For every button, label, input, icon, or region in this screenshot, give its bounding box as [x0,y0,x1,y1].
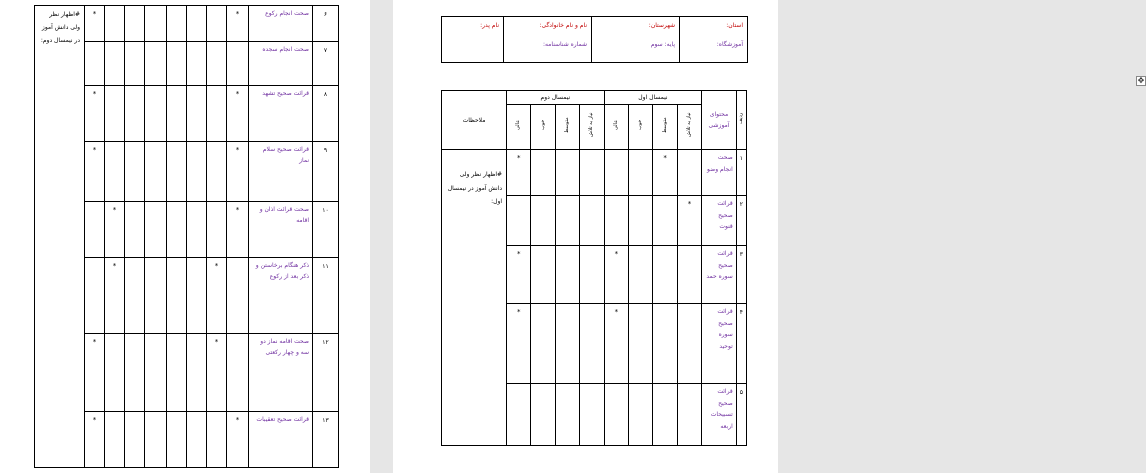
school-label: آموزشگاه: [716,41,743,49]
grade-cell[interactable] [125,202,145,258]
grade-cell[interactable] [227,142,249,202]
grade-cell[interactable] [227,86,249,142]
grade-cell[interactable] [555,304,579,384]
mark-asterisk: * [663,154,667,163]
term1-header: نیمسال اول [604,91,702,105]
mark-asterisk: * [235,416,240,424]
province-label: استان: [726,22,743,29]
grade-cell[interactable] [167,202,187,258]
level-header-term1: خوب [629,105,653,150]
row-number: ۱۱ [313,258,339,334]
grade-cell[interactable] [145,6,167,42]
mark-asterisk: * [92,10,97,18]
grade-cell[interactable] [604,246,628,304]
grade-cell[interactable] [145,86,167,142]
grade-cell[interactable] [227,334,249,412]
mark-asterisk: * [235,146,240,154]
topic-cell: قرائت صحیح سوره توحید [702,304,737,384]
grade-cell[interactable] [85,42,105,86]
row-number: ۹ [313,142,339,202]
mark-asterisk: * [614,308,619,317]
grade-cell[interactable] [85,412,105,468]
grade-cell[interactable] [145,334,167,412]
table-row [35,6,339,42]
mark-asterisk: * [235,206,240,214]
grade-cell[interactable] [531,150,555,196]
grade-cell[interactable] [531,246,555,304]
grade-cell[interactable] [105,42,125,86]
topic-cell: قرائت صحیح سوره حمد [702,246,737,304]
grade-cell[interactable] [105,142,125,202]
grade-cell[interactable] [227,258,249,334]
mark-asterisk: * [112,262,117,270]
grade-cell[interactable] [145,412,167,468]
grade-cell[interactable] [187,334,207,412]
grade-cell[interactable] [227,202,249,258]
parent-comment-term2: #اظهار نظر ولی دانش آموز در نیمسال دوم: [35,6,85,468]
row-number: ۵ [736,384,746,446]
level-header-term2: خوب [531,105,555,150]
grade-cell[interactable] [85,6,105,42]
grade-cell[interactable] [125,142,145,202]
grade-cell[interactable] [105,202,125,258]
grade-cell[interactable] [125,86,145,142]
grade-cell[interactable] [227,42,249,86]
grade-cell[interactable] [125,6,145,42]
topic-cell: صحت قرائت اذان و اقامه [249,202,313,258]
document-page-1 [393,0,1145,473]
id-number-label: شماره شناسنامه: [542,41,587,49]
mark-asterisk: * [235,10,240,18]
grade-cell[interactable] [125,334,145,412]
mark-asterisk: * [614,250,619,259]
grade-cell[interactable] [507,246,531,304]
grade-cell[interactable] [125,42,145,86]
grade-cell[interactable] [207,412,227,468]
grade-cell[interactable] [167,86,187,142]
level-header-term1: عالی [604,105,628,150]
topic-cell: قرائت صحیح تشهد [249,86,313,142]
grade-cell[interactable] [187,6,207,42]
mark-asterisk: * [214,338,219,346]
grade-cell[interactable] [105,6,125,42]
level-header-term2: متوسط [555,105,579,150]
grade-cell[interactable] [677,246,701,304]
page-gutter [370,0,393,473]
grade-cell[interactable] [167,334,187,412]
table-move-handle-icon[interactable]: ✥ [1137,76,1145,85]
row-number-header: ردیف [736,91,746,150]
topic-cell: قرائت صحیح تعقیبات [249,412,313,468]
grade-cell[interactable] [105,86,125,142]
grade-label: پایه: سوم [650,41,675,49]
topic-cell: صحت انجام رکوع [249,6,313,42]
grade-cell[interactable] [187,86,207,142]
grade-cell[interactable] [677,384,701,446]
grade-cell[interactable] [555,384,579,446]
grade-cell[interactable] [507,150,531,196]
topic-cell: قرائت صحیح سلام نماز [249,142,313,202]
grade-cell[interactable] [677,196,701,246]
grade-cell[interactable] [580,246,604,304]
mark-asterisk: * [517,250,521,259]
grade-cell[interactable] [629,304,653,384]
topic-cell: ذکر هنگام برخاستن و ذکر بعد از رکوع [249,258,313,334]
row-number: ۷ [313,42,339,86]
grade-cell[interactable] [555,246,579,304]
level-header-term2: عالی [507,105,531,150]
grade-cell[interactable] [629,196,653,246]
grade-cell[interactable] [653,150,677,196]
city-cell [592,17,680,63]
row-number: ۴ [736,304,746,384]
grade-cell[interactable] [604,304,628,384]
student-name-label: نام و نام خانوادگی: [539,22,587,29]
grade-cell[interactable] [85,86,105,142]
grade-cell[interactable] [85,334,105,412]
grade-cell[interactable] [507,196,531,246]
grade-cell[interactable] [653,384,677,446]
father-name-cell [442,17,504,63]
grade-cell[interactable] [187,412,207,468]
student-info-table [441,16,748,63]
grade-cell[interactable] [207,334,227,412]
mark-asterisk: * [112,206,117,214]
level-header-term1: نیاز به تلاش [677,105,701,150]
term2-header: نیمسال دوم [507,91,605,105]
parent-comment-term1: #اظهار نظر ولی دانش آموز در نیمسال اول: [442,150,507,446]
grade-cell[interactable] [187,202,207,258]
grade-cell[interactable] [207,6,227,42]
notes-header: ملاحظات [442,91,507,150]
row-number: ۱۰ [313,202,339,258]
city-label: شهرستان: [648,22,675,29]
grade-cell[interactable] [207,258,227,334]
grade-cell[interactable] [207,42,227,86]
grade-cell[interactable] [604,196,628,246]
grade-cell[interactable] [187,42,207,86]
grade-cell[interactable] [145,42,167,86]
topic-cell: قرائت صحیح تسبیحات اربعه [702,384,737,446]
grade-cell[interactable] [555,196,579,246]
grade-cell[interactable] [187,142,207,202]
grade-cell[interactable] [629,150,653,196]
grade-cell[interactable] [227,412,249,468]
grade-cell[interactable] [629,246,653,304]
grade-cell[interactable] [85,258,105,334]
mark-asterisk: * [235,90,240,98]
grade-cell[interactable] [531,384,555,446]
grade-cell[interactable] [580,150,604,196]
grade-cell[interactable] [653,196,677,246]
grade-cell[interactable] [653,304,677,384]
grade-cell[interactable] [167,412,187,468]
grade-cell[interactable] [555,150,579,196]
row-number: ۸ [313,86,339,142]
grade-cell[interactable] [580,196,604,246]
grade-cell[interactable] [580,304,604,384]
mark-asterisk: * [687,200,692,209]
row-number: ۱۲ [313,334,339,412]
topic-cell: قرائت صحیح قنوت [702,196,737,246]
topic-cell: صحت انجام وضو [702,150,737,196]
assessment-table [441,90,747,446]
mark-asterisk: * [517,154,521,163]
grade-cell[interactable] [677,304,701,384]
document-page-2 [0,0,370,473]
grade-cell[interactable] [187,258,207,334]
grade-cell[interactable] [507,304,531,384]
father-name-label: نام پدر: [480,22,499,29]
grade-cell[interactable] [85,202,105,258]
content-header: محتوای آموزشی [702,91,737,150]
grade-cell[interactable] [227,6,249,42]
grade-cell[interactable] [167,42,187,86]
topic-cell: صحت اقامه نماز دو سه و چهار رکعتی [249,334,313,412]
grade-cell[interactable] [531,304,555,384]
grade-cell[interactable] [105,258,125,334]
grade-cell[interactable] [207,86,227,142]
grade-cell[interactable] [145,258,167,334]
student-name-cell [504,17,592,63]
grade-cell[interactable] [167,6,187,42]
mark-asterisk: * [92,90,97,98]
grade-cell[interactable] [145,202,167,258]
level-header-term1: متوسط [653,105,677,150]
mark-asterisk: * [92,416,97,424]
mark-asterisk: * [517,308,521,317]
grade-cell[interactable] [207,142,227,202]
grade-cell[interactable] [145,142,167,202]
row-number: ۲ [736,196,746,246]
grade-cell[interactable] [531,196,555,246]
mark-asterisk: * [92,338,97,346]
province-cell [680,17,748,63]
grade-cell[interactable] [677,150,701,196]
grade-cell[interactable] [653,246,677,304]
topic-cell: صحت انجام سجده [249,42,313,86]
table-row [442,150,747,196]
grade-cell[interactable] [105,412,125,468]
grade-cell[interactable] [105,334,125,412]
row-number: ۱ [736,150,746,196]
row-number: ۱۳ [313,412,339,468]
grade-cell[interactable] [629,384,653,446]
grade-cell[interactable] [125,412,145,468]
mark-asterisk: * [214,262,219,270]
grade-cell[interactable] [507,384,531,446]
grade-cell[interactable] [604,150,628,196]
grade-cell[interactable] [207,202,227,258]
grade-cell[interactable] [580,384,604,446]
assessment-table-continued [34,5,339,468]
row-number: ۳ [736,246,746,304]
grade-cell[interactable] [167,142,187,202]
mark-asterisk: * [92,146,97,154]
level-header-term2: نیاز به تلاش [580,105,604,150]
grade-cell[interactable] [604,384,628,446]
row-number: ۶ [313,6,339,42]
grade-cell[interactable] [167,258,187,334]
grade-cell[interactable] [85,142,105,202]
grade-cell[interactable] [125,258,145,334]
